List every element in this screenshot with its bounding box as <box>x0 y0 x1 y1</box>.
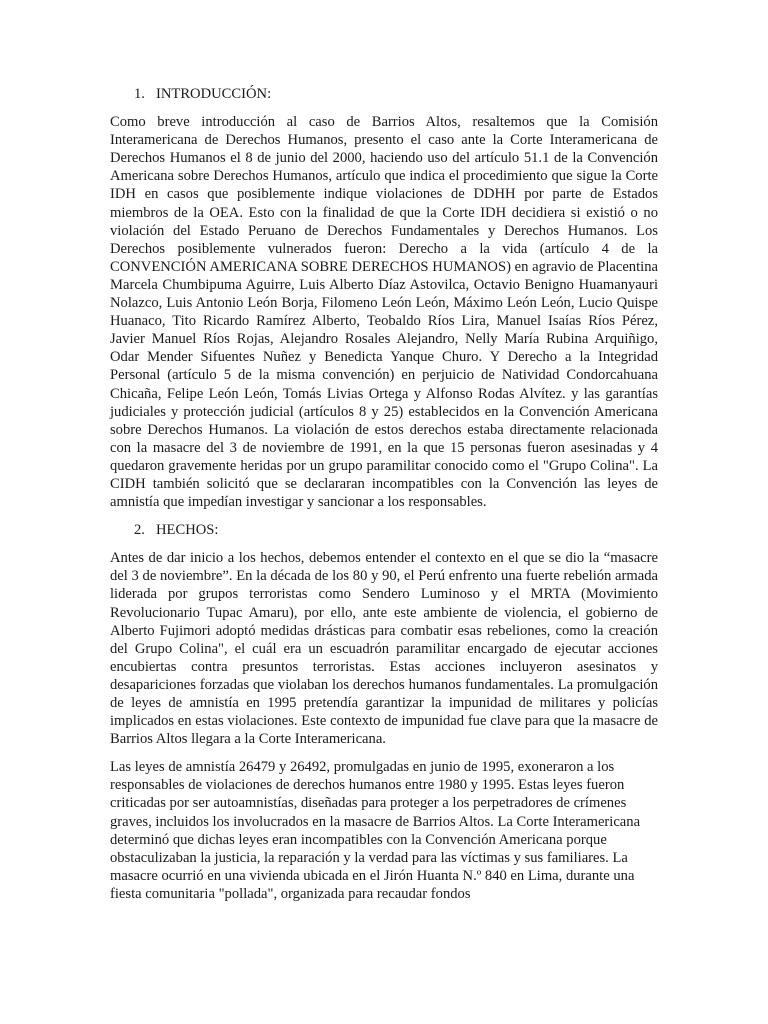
paragraph-hechos-contexto: Antes de dar inicio a los hechos, debemos entender el contexto en el que se dio la “masacre del 3 de noviembre”. En la década de los 80 y 90, el Perú enfrento una fuerte rebelión armada liderada por grupos terroristas como Sendero Luminoso y el MRTA (Movimiento Revolucionario Tupac Amaru), por ello, ante este ambiente de violencia, el gobierno de Alberto Fujimori adoptó medidas drásticas para combatir esas rebeliones, como la creación del Grupo Colina", el cuál era un escuadrón paramilitar encargado de ejecutar acciones encubiertas contra presuntos terroristas. Estas acciones incluyeron asesinatos y desapariciones forzadas que violaban los derechos humanos fundamentales. La promulgación de leyes de amnistía en 1995 pretendía garantizar la impunidad de militares y policías implicados en estas violaciones. Este contexto de impunidad fue clave para que la masacre de Barrios Altos llegara a la Corte Interamericana. <box>110 550 658 748</box>
section-number: 2. <box>134 522 145 539</box>
paragraph-introduccion: Como breve introducción al caso de Barrios Altos, resaltemos que la Comisión Interamericana de Derechos Humanos, presento el caso ante la Corte Interamericana de Derechos Humanos el 8 de junio del 2000, haciendo uso del artículo 51.1 de la Convención Americana sobre Derechos Humanos, artículo que indica el procedimiento que sigue la Corte IDH en casos que posiblemente indique violaciones de DDHH por parte de Estados miembros de la OEA. Esto con la finalidad de que la Corte IDH decidiera si existió o no violación del Estado Peruano de Derechos Fundamentales y Derechos Humanos. Los Derechos posiblemente vulnerados fueron: Derecho a la vida (artículo 4 de la CONVENCIÓN AMERICANA SOBRE DERECHOS HUMANOS) en agravio de Placentina Marcela Chumbipuma Aguirre, Luis Alberto Díaz Astovilca, Octavio Benigno Huamanyauri Nolazco, Luis Antonio León Borja, Filomeno León León, Máximo León León, Lucio Quispe Huanaco, Tito Ricardo Ramírez Alberto, Teobaldo Ríos Lira, Manuel Isaías Ríos Pérez, Javier Manuel Ríos Rojas, Alejandro Rosales Alejandro, Nelly María Rubina Arquiñigo, Odar Mender Sifuentes Nuñez y Benedicta Yanque Churo. Y Derecho a la Integridad Personal (artículo 5 de la misma convención) en perjuicio de Natividad Condorcahuana Chicaña, Felipe León León, Tomás Livias Ortega y Alfonso Rodas Alvítez. y las garantías judiciales y protección judicial (artículos 8 y 25) establecidos en la Convención Americana sobre Derechos Humanos. La violación de estos derechos estaba directamente relacionada con la masacre del 3 de noviembre de 1991, en la que 15 personas fueron asesinadas y 4 quedaron gravemente heridas por un grupo paramilitar conocido como el "Grupo Colina". La CIDH también solicitó que se declararan incompatibles con la Convención las leyes de amnistía que impedían investigar y sancionar a los responsables. <box>110 114 658 511</box>
paragraph-hechos-leyes-amnistia: Las leyes de amnistía 26479 y 26492, promulgadas en junio de 1995, exoneraron a los responsables de violaciones de derechos humanos entre 1980 y 1995. Estas leyes fueron criticadas por ser autoamnistías, diseñadas para proteger a los perpetradores de crímenes graves, incluidos los involucrados en la masacre de Barrios Altos. La Corte Interamericana determinó que dichas leyes eran incompatibles con la Convención Americana porque obstaculizaban la justicia, la reparación y la verdad para las víctimas y sus familiares. La masacre ocurrió en una vivienda ubicada en el Jirón Huanta N.º 840 en Lima, durante una fiesta comunitaria "pollada", organizada para recaudar fondos <box>110 759 641 902</box>
section-heading-introduccion <box>110 85 658 103</box>
document-body <box>110 85 658 913</box>
section-number: 1. <box>134 86 145 102</box>
section-title: HECHOS: <box>156 522 219 539</box>
section-heading-hechos <box>110 521 658 539</box>
section-title: INTRODUCCIÓN: <box>156 86 272 102</box>
